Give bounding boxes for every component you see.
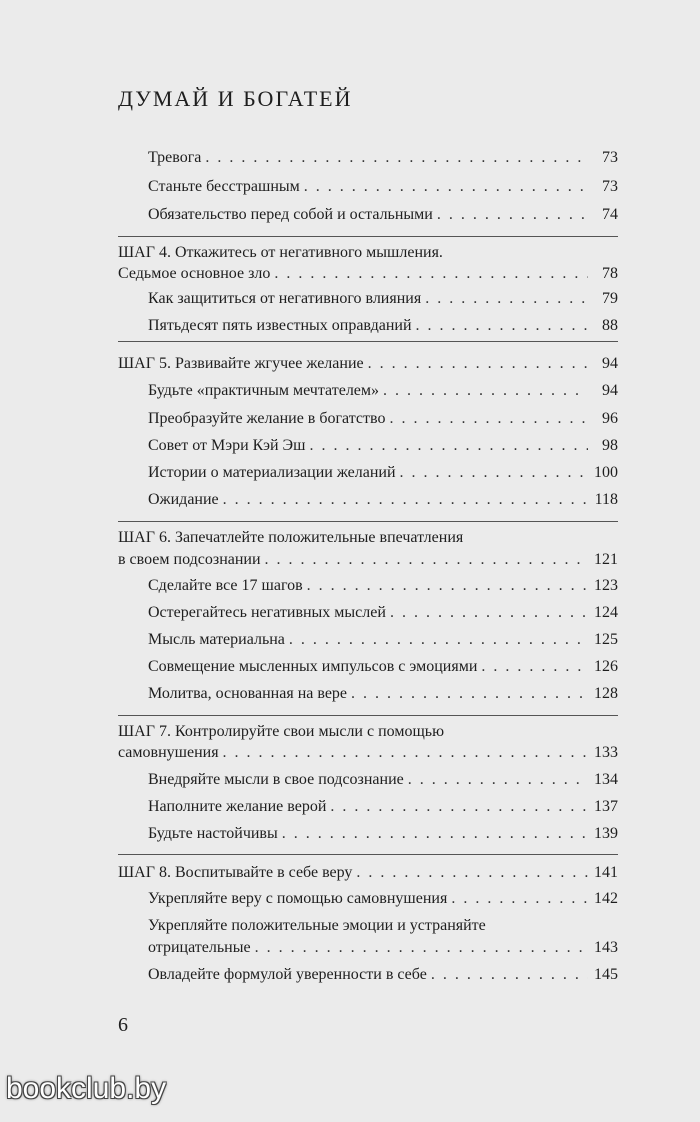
entry-title: в своем подсознании (118, 551, 261, 568)
page-number: 74 (602, 206, 618, 223)
leader-dots (390, 601, 588, 625)
page-number: 118 (594, 491, 618, 508)
entry-title: Мысль материальна (148, 631, 285, 648)
toc-entry (148, 203, 618, 227)
section-divider (118, 341, 618, 342)
leader-dots (416, 314, 588, 338)
toc-entry (148, 655, 618, 679)
section-divider (118, 715, 618, 716)
entry-title: Ожидание (148, 491, 219, 508)
page-number: 141 (594, 864, 618, 881)
entry-title: Седьмое основное зло (118, 265, 271, 282)
toc-entry (148, 936, 618, 960)
toc-entry (148, 407, 618, 431)
entry-title: Обязательство перед собой и остальными (148, 206, 433, 223)
toc-entry (148, 379, 618, 403)
toc-entry (148, 628, 618, 652)
page-number: 96 (602, 410, 618, 427)
toc-entry (148, 175, 618, 199)
leader-dots (330, 795, 588, 819)
running-header: ДУМАЙ И БОГАТЕЙ (118, 86, 353, 111)
entry-title: Остерегайтесь негативных мыслей (148, 604, 386, 621)
page-number: 100 (594, 464, 618, 481)
entry-title: Как защититься от негативного влияния (148, 290, 422, 307)
toc-entry (118, 861, 618, 885)
page-number: 143 (594, 939, 618, 956)
leader-dots (437, 203, 588, 227)
entry-title: Укрепляйте веру с помощью самовнушения (148, 890, 448, 907)
leader-dots (282, 822, 588, 846)
entry-title: Внедряйте мысли в свое подсознание (148, 771, 404, 788)
page-number: 94 (602, 355, 618, 372)
section-divider (118, 854, 618, 855)
page-number: 88 (602, 317, 618, 334)
entry-title: Преобразуйте желание в богатство (148, 410, 386, 427)
toc-entry (148, 314, 618, 338)
entry-title: Сделайте все 17 шагов (148, 577, 303, 594)
entry-title: Совмещение мысленных импульсов с эмоциями (148, 658, 478, 675)
toc-entry (118, 741, 618, 765)
toc-entry (148, 795, 618, 819)
page-number: 79 (602, 290, 618, 307)
chapter-title: ШАГ 5. Развивайте жгучее желание (118, 355, 364, 372)
watermark: bookclub.by (6, 1072, 167, 1105)
page-number: 133 (594, 744, 618, 761)
leader-dots (481, 655, 588, 679)
toc-entry (148, 287, 618, 311)
page-number: 126 (594, 658, 618, 675)
entry-title: Будьте настойчивы (148, 825, 278, 842)
leader-dots (223, 741, 588, 765)
leader-dots (389, 407, 588, 431)
leader-dots (351, 682, 588, 706)
page-number: 128 (594, 685, 618, 702)
page-number: 94 (602, 382, 618, 399)
page-number: 134 (594, 771, 618, 788)
entry-title: Истории о материализации желаний (148, 464, 396, 481)
entry-title: Будьте «практичным мечтателем» (148, 382, 380, 399)
page-number: 145 (594, 966, 618, 983)
leader-dots (400, 461, 588, 485)
chapter-title: ШАГ 6. Запечатлейте положительные впечатления (118, 529, 464, 546)
page-number: 142 (594, 890, 618, 907)
leader-dots (368, 352, 588, 376)
entry-title: Тревога (148, 149, 202, 166)
chapter-title: ШАГ 4. Откажитесь от негативного мышления. (118, 244, 443, 261)
leader-dots (304, 175, 588, 199)
page-number: 73 (602, 178, 618, 195)
entry-title: отрицательные (148, 939, 251, 956)
leader-dots (425, 287, 588, 311)
toc-entry (148, 601, 618, 625)
chapter-title: ШАГ 7. Контролируйте свои мысли с помощью (118, 723, 445, 740)
section-divider (118, 521, 618, 522)
toc-entry (148, 887, 618, 911)
entry-title: Наполните желание верой (148, 798, 327, 815)
entry-title-line: Укрепляйте положительные эмоции и устраняйте (148, 917, 486, 934)
toc-entry (118, 548, 618, 572)
entry-title: Станьте бесстрашным (148, 178, 300, 195)
leader-dots (289, 628, 588, 652)
leader-dots (431, 963, 588, 987)
leader-dots (265, 548, 588, 572)
entry-title: самовнушения (118, 744, 219, 761)
leader-dots (383, 379, 588, 403)
entry-title: Пятьдесят пять известных оправданий (148, 317, 412, 334)
toc-entry (148, 963, 618, 987)
toc-entry (148, 434, 618, 458)
entry-title: Молитва, основанная на вере (148, 685, 348, 702)
page-number: 124 (594, 604, 618, 621)
page-number-footer: 6 (118, 1014, 128, 1036)
toc-entry (148, 768, 618, 792)
leader-dots (309, 434, 588, 458)
entry-title: Совет от Мэри Кэй Эш (148, 437, 306, 454)
toc-entry (118, 262, 618, 286)
page-number: 139 (594, 825, 618, 842)
toc-entry (148, 574, 618, 598)
chapter-title: ШАГ 8. Воспитывайте в себе веру (118, 864, 353, 881)
page-number: 125 (594, 631, 618, 648)
page-number: 121 (594, 551, 618, 568)
toc-entry (148, 682, 618, 706)
page-number: 137 (594, 798, 618, 815)
section-divider (118, 236, 618, 237)
entry-title: Овладейте формулой уверенности в себе (148, 966, 427, 983)
leader-dots (205, 146, 588, 170)
leader-dots (451, 887, 588, 911)
leader-dots (307, 574, 588, 598)
toc-entry (148, 461, 618, 485)
leader-dots (408, 768, 588, 792)
page-number: 73 (602, 149, 618, 166)
leader-dots (255, 936, 588, 960)
leader-dots (356, 861, 588, 885)
toc-entry (148, 488, 618, 512)
page-number: 98 (602, 437, 618, 454)
leader-dots (223, 488, 588, 512)
toc-entry (148, 146, 618, 170)
toc-entry (148, 822, 618, 846)
page-number: 78 (602, 265, 618, 282)
leader-dots (274, 262, 588, 286)
page-number: 123 (594, 577, 618, 594)
toc-entry (118, 352, 618, 376)
